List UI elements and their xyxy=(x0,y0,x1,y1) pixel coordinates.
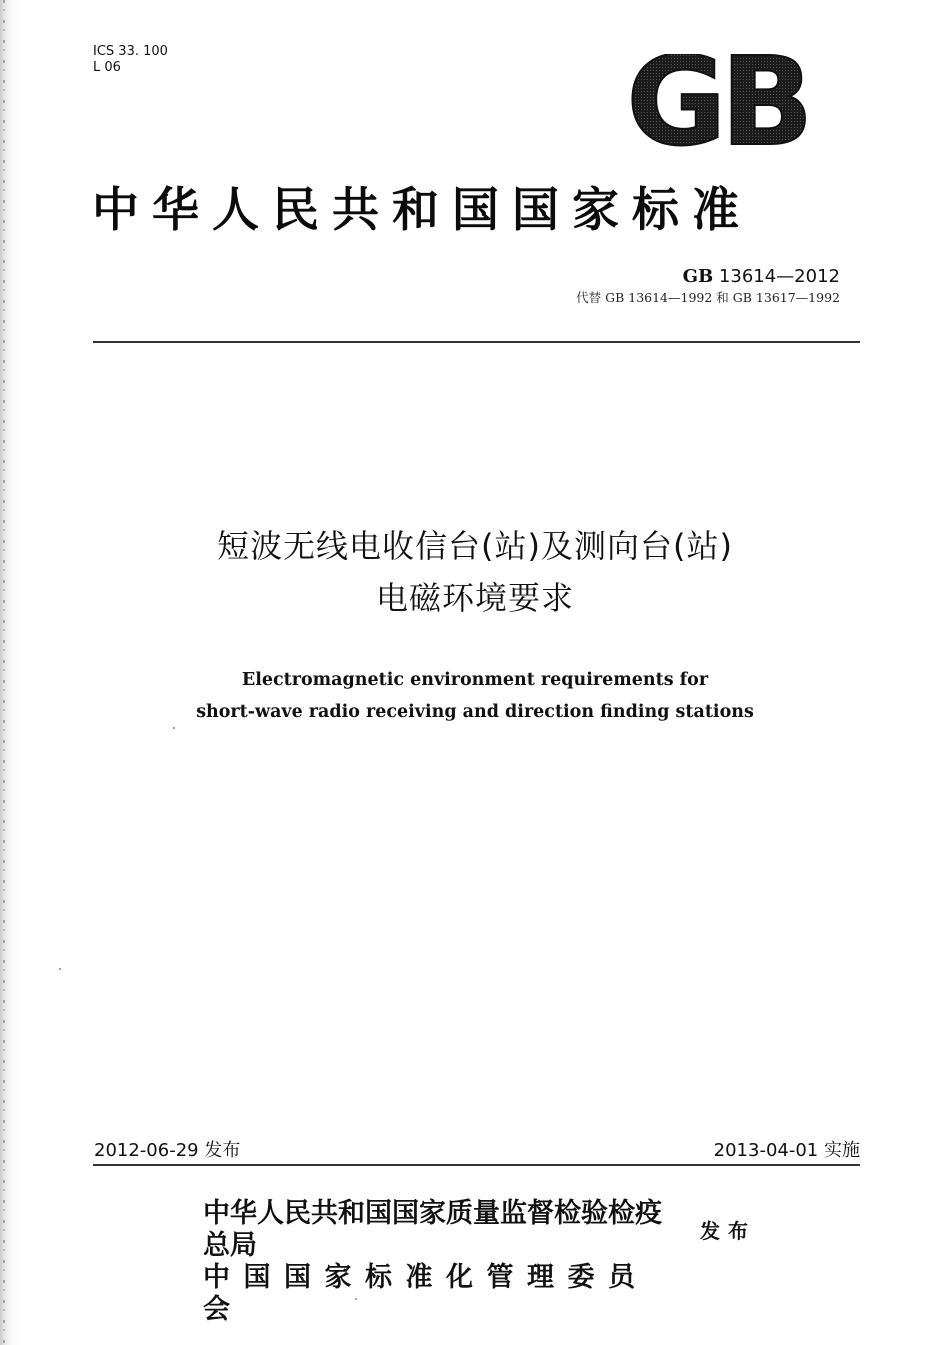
replaces-note: 代替 GB 13614—1992 和 GB 13617—1992 xyxy=(576,290,840,305)
publisher-aqsiq: 中华人民共和国国家质量监督检验检疫总局 xyxy=(203,1198,662,1261)
scan-speck xyxy=(173,727,175,729)
scan-speck xyxy=(59,968,61,970)
issue-date: 2012-06-29 发布 xyxy=(94,1140,241,1161)
ccs-code: L 06 xyxy=(93,60,121,75)
scan-speck xyxy=(355,1298,357,1300)
standard-prefix: GB xyxy=(682,266,714,287)
standard-number xyxy=(683,266,840,288)
classification-codes xyxy=(93,44,168,76)
national-standard-heading: 中华人民共和国国家标准 xyxy=(92,183,752,238)
title-english-line1: Electromagnetic environment requirements for xyxy=(241,670,709,690)
ics-code: ICS 33. 100 xyxy=(93,44,168,59)
gb-logo xyxy=(622,54,812,154)
title-english xyxy=(0,664,950,728)
title-english-line2: short-wave radio receiving and direction finding stations xyxy=(196,702,754,722)
title-chinese-line2: 电磁环境要求 xyxy=(375,579,574,617)
publish-label: 发布 xyxy=(700,1219,756,1243)
gb-logo-text: GB xyxy=(626,54,808,154)
standard-code: 13614—2012 xyxy=(718,266,840,287)
title-chinese xyxy=(0,520,950,624)
publishers xyxy=(203,1198,683,1326)
title-chinese-line1: 短波无线电收信台(站)及测向台(站) xyxy=(217,527,733,565)
header-divider xyxy=(93,341,860,343)
footer-divider xyxy=(93,1164,860,1166)
implementation-date: 2013-04-01 实施 xyxy=(713,1140,860,1161)
publisher-sac: 中国国家标准化管理委员会 xyxy=(203,1262,649,1325)
